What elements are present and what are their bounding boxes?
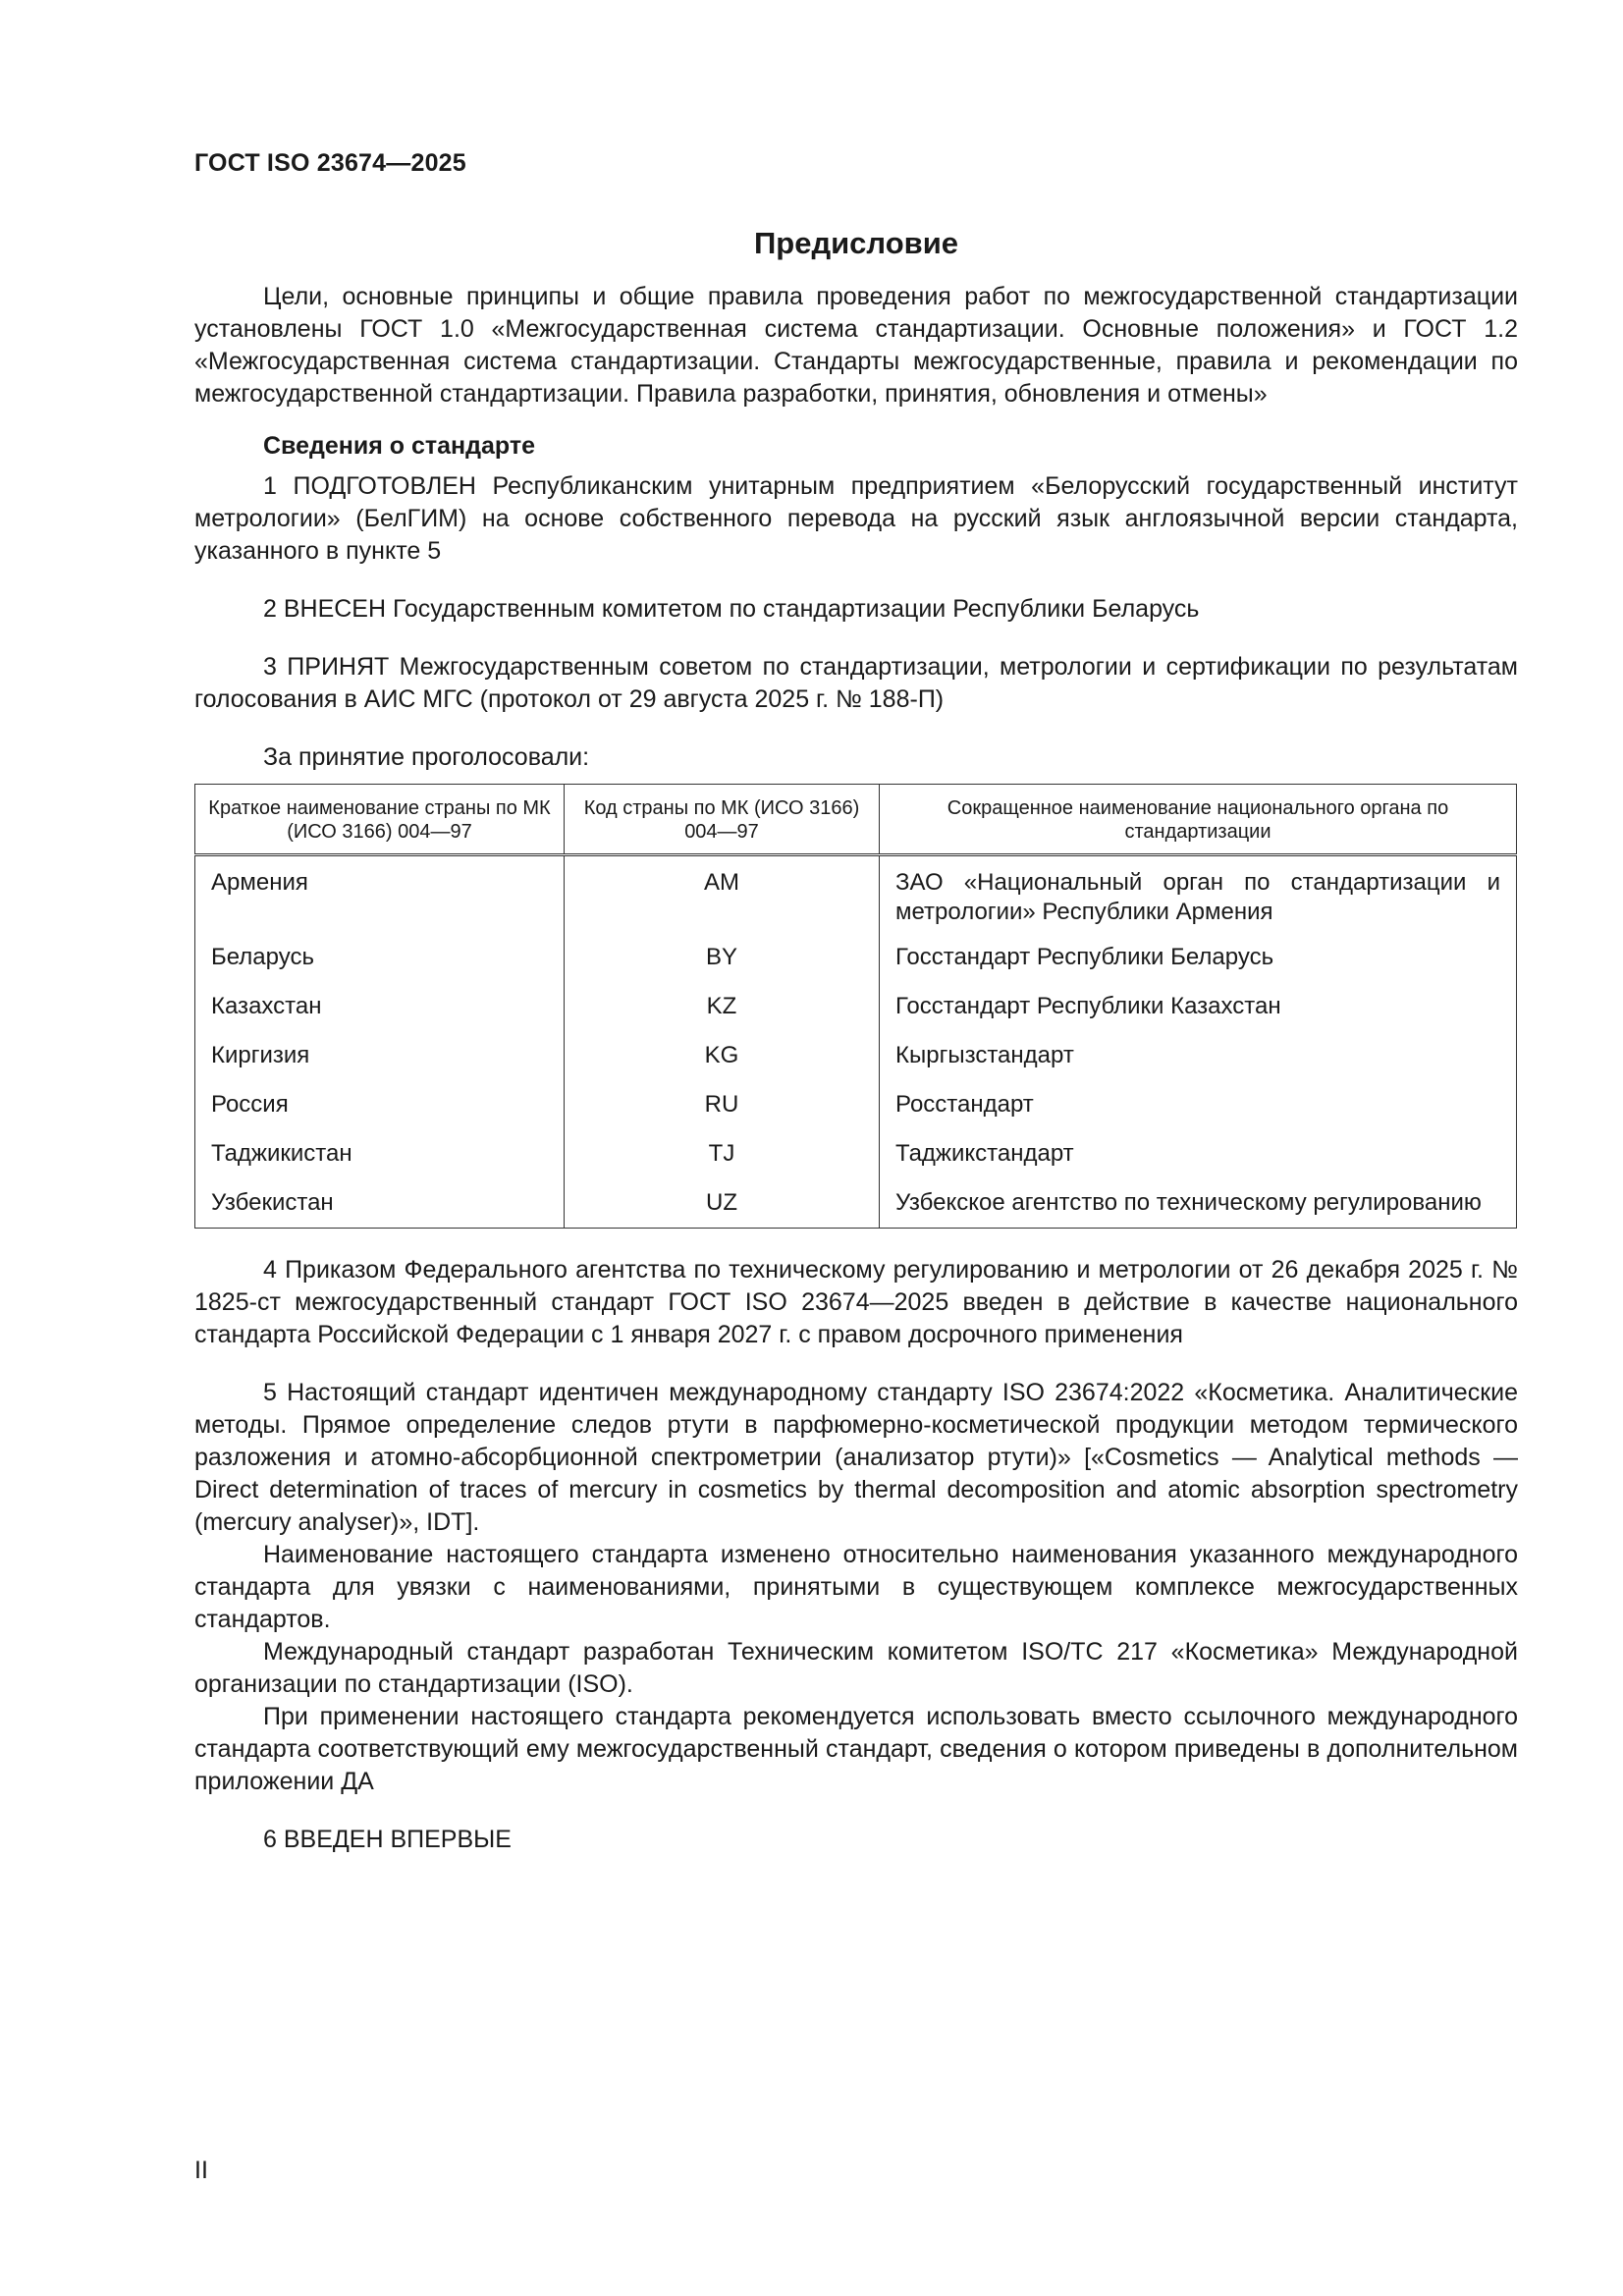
item-6-paragraph: 6 ВВЕДЕН ВПЕРВЫЕ xyxy=(263,1826,512,1853)
country-cell: Армения xyxy=(195,855,565,936)
item-5-reference-paragraph: При применении настоящего стандарта рекомендуется использовать вместо ссылочного международного стандарта соответствующий ему межгосударственный стандарт, сведения о котором приведены в дополнительном приложении ДА xyxy=(194,1703,1518,1795)
organization-cell: Кыргызстандарт xyxy=(880,1033,1517,1082)
foreword-content xyxy=(194,224,1518,1856)
code-cell: UZ xyxy=(565,1180,880,1229)
voted-label: За принятие проголосовали: xyxy=(263,743,590,771)
code-cell: BY xyxy=(565,935,880,984)
column-header-code: Код страны по МК (ИСО 3166) 004—97 xyxy=(565,785,880,855)
table-row xyxy=(195,1180,1517,1229)
code-cell: KG xyxy=(565,1033,880,1082)
info-heading: Сведения о стандарте xyxy=(263,432,536,460)
intro-paragraph: Цели, основные принципы и общие правила проведения работ по межгосударственной стандартизации установлены ГОСТ 1.0 «Межгосударственная система стандартизации. Основные положения» и ГОСТ 1.2 «Межгосударственная система стандартизации. Стандарты межгосударственные, правила и рекомендации по межгосударственной стандартизации. Правила разработки, принятия, обновления и отмены» xyxy=(194,283,1518,408)
organization-cell: ЗАО «Национальный орган по стандартизации и метрологии» Республики Армения xyxy=(880,855,1517,936)
country-cell: Беларусь xyxy=(195,935,565,984)
item-5-paragraph: 5 Настоящий стандарт идентичен международному стандарту ISO 23674:2022 «Косметика. Аналитические методы. Прямое определение следов ртути в парфюмерно-косметической продукции методом термического разложения и атомно-абсорбционной спектрометрии (анализатор ртути)» [«Cosmetics — Analytical methods — Direct determination of traces of mercury in cosmetics by thermal decomposition and atomic absorption spectrometry (mercury analyser)», IDT]. xyxy=(194,1379,1518,1536)
country-cell: Россия xyxy=(195,1082,565,1131)
organization-cell: Росстандарт xyxy=(880,1082,1517,1131)
document-id-header: ГОСТ ISO 23674—2025 xyxy=(194,149,466,177)
code-cell: RU xyxy=(565,1082,880,1131)
organization-cell: Таджикстандарт xyxy=(880,1131,1517,1180)
table-row xyxy=(195,935,1517,984)
page-title: Предисловие xyxy=(753,226,958,260)
item-2-paragraph: 2 ВНЕСЕН Государственным комитетом по стандартизации Республики Беларусь xyxy=(263,595,1200,623)
page-number: II xyxy=(194,2157,208,2184)
column-header-organization: Сокращенное наименование национального органа по стандартизации xyxy=(880,785,1517,855)
country-cell: Узбекистан xyxy=(195,1180,565,1229)
code-cell: AM xyxy=(565,855,880,936)
item-5-committee-paragraph: Международный стандарт разработан Техническим комитетом ISO/TC 217 «Косметика» Международной организации по стандартизации (ISO). xyxy=(194,1638,1518,1698)
item-1-paragraph: 1 ПОДГОТОВЛЕН Республиканским унитарным предприятием «Белорусский государственный институт метрологии» (БелГИМ) на основе собственного перевода на русский язык англоязычной версии стандарта, указанного в пункте 5 xyxy=(194,472,1518,565)
organization-cell: Госстандарт Республики Беларусь xyxy=(880,935,1517,984)
table-row xyxy=(195,1033,1517,1082)
table-header-row xyxy=(195,785,1517,855)
table-row xyxy=(195,1082,1517,1131)
item-5-name-change-paragraph: Наименование настоящего стандарта изменено относительно наименования указанного международного стандарта для увязки с наименованиями, принятыми в существующем комплексе межгосударственных стандартов. xyxy=(194,1541,1518,1633)
column-header-country: Краткое наименование страны по МК (ИСО 3166) 004—97 xyxy=(195,785,565,855)
code-cell: TJ xyxy=(565,1131,880,1180)
item-3-paragraph: 3 ПРИНЯТ Межгосударственным советом по стандартизации, метрологии и сертификации по результатам голосования в АИС МГС (протокол от 29 августа 2025 г. № 188-П) xyxy=(194,653,1518,713)
table-row xyxy=(195,984,1517,1033)
voting-table xyxy=(194,784,1517,1229)
organization-cell: Госстандарт Республики Казахстан xyxy=(880,984,1517,1033)
item-4-paragraph: 4 Приказом Федерального агентства по техническому регулированию и метрологии от 26 декабря 2025 г. № 1825-ст межгосударственный стандарт ГОСТ ISO 23674—2025 введен в действие в качестве национального стандарта Российской Федерации с 1 января 2027 г. с правом досрочного применения xyxy=(194,1256,1518,1348)
country-cell: Казахстан xyxy=(195,984,565,1033)
country-cell: Киргизия xyxy=(195,1033,565,1082)
country-cell: Таджикистан xyxy=(195,1131,565,1180)
code-cell: KZ xyxy=(565,984,880,1033)
table-row xyxy=(195,1131,1517,1180)
table-row xyxy=(195,855,1517,936)
organization-cell: Узбекское агентство по техническому регулированию xyxy=(880,1180,1517,1229)
